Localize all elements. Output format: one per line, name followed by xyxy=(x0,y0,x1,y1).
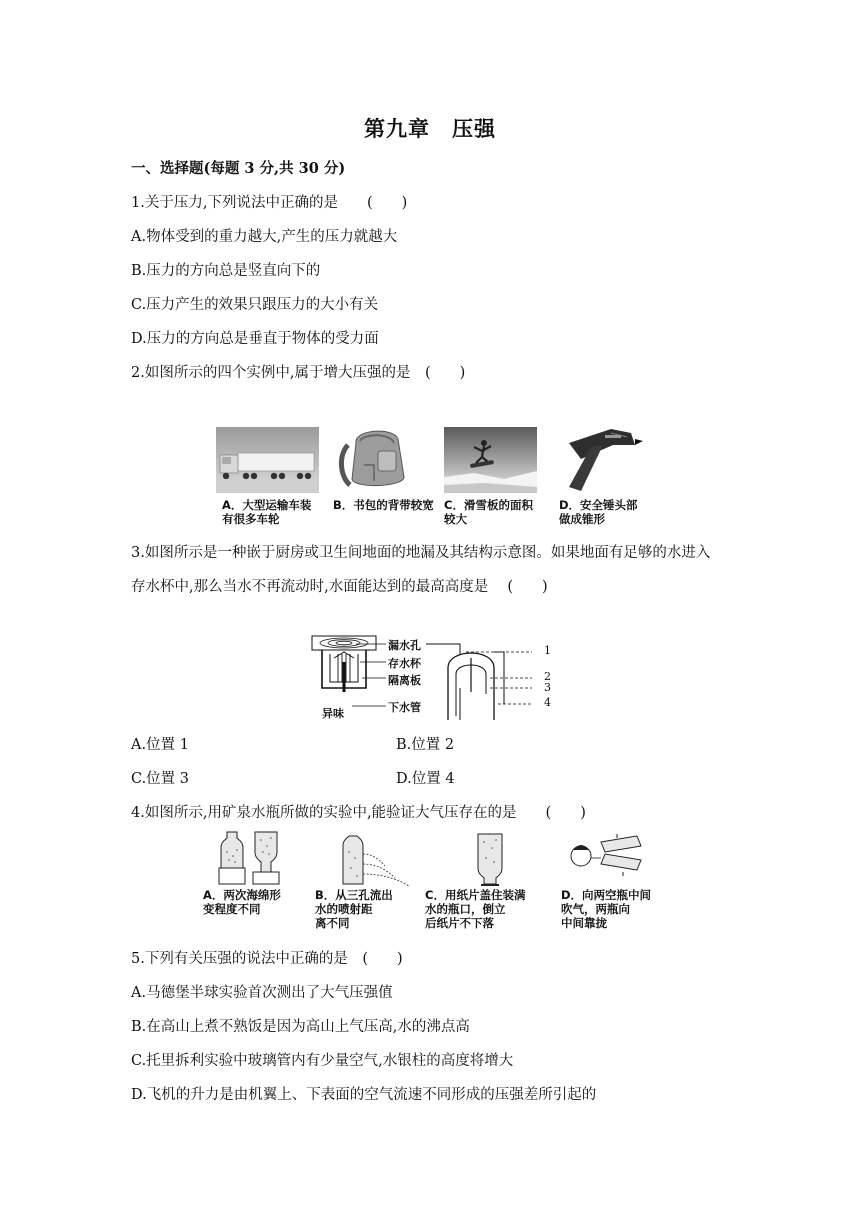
label-isolation-plate: 隔离板 xyxy=(388,674,421,687)
blowing-between-bottles-illustration xyxy=(567,832,649,888)
q1-option-a: A.物体受到的重力越大,产生的压力就越大 xyxy=(131,229,398,245)
q3-option-d: D.位置 4 xyxy=(396,771,455,787)
q5-stem: 5.下列有关压强的说法中正确的是 ( ) xyxy=(131,951,403,967)
position-1: 1 xyxy=(544,644,551,657)
label-drain-pipe: 下水管 xyxy=(388,701,421,714)
backpack-photo xyxy=(334,425,418,495)
q3-option-c: C.位置 3 xyxy=(131,771,190,787)
q4-caption-d: D．向两空瓶中间 吹气，两瓶向 中间靠拢 xyxy=(561,888,652,930)
q4-caption-b: B．从三孔流出 水的喷射距 离不同 xyxy=(315,888,393,930)
q2-caption-c: C．滑雪板的面积 较大 xyxy=(444,498,533,526)
q1-option-b: B.压力的方向总是竖直向下的 xyxy=(131,263,321,279)
position-3: 3 xyxy=(544,681,551,694)
q5-option-c: C.托里拆利实验中玻璃管内有少量空气,水银柱的高度将增大 xyxy=(131,1053,514,1069)
label-water-cup: 存水杯 xyxy=(388,657,421,670)
q4-caption-c: C．用纸片盖住装满 水的瓶口，倒立 后纸片不下落 xyxy=(425,888,526,930)
safety-hammer-photo xyxy=(551,425,646,495)
q2-caption-a: A．大型运输车装 有很多车轮 xyxy=(222,498,312,526)
inverted-bottle-illustration xyxy=(470,832,510,888)
label-leak-hole: 漏水孔 xyxy=(388,639,421,652)
truck-photo xyxy=(216,427,319,493)
snowboard-photo xyxy=(444,427,537,493)
q4-figure xyxy=(195,828,675,938)
q3-option-b: B.位置 2 xyxy=(396,737,455,753)
q1-option-c: C.压力产生的效果只跟压力的大小有关 xyxy=(131,297,379,313)
q3-stem-line2: 存水杯中,那么当水不再流动时,水面能达到的最高高度是 ( ) xyxy=(131,579,548,595)
q4-caption-a: A．两次海绵形 变程度不同 xyxy=(203,888,281,916)
q3-stem-line1: 3.如图所示是一种嵌于厨房或卫生间地面的地漏及其结构示意图。如果地面有足够的水进入 xyxy=(131,545,711,561)
bottles-on-sponge-illustration xyxy=(215,828,285,888)
q3-option-a: A.位置 1 xyxy=(131,737,189,753)
floor-drain-diagram xyxy=(308,632,558,724)
q2-stem: 2.如图所示的四个实例中,属于增大压强的是 ( ) xyxy=(131,365,466,381)
bottle-with-holes-illustration xyxy=(335,832,415,888)
q2-caption-b: B．书包的背带较宽 xyxy=(333,498,434,512)
q5-option-a: A.马德堡半球实验首次测出了大气压强值 xyxy=(131,985,393,1001)
q1-stem: 1.关于压力,下列说法中正确的是 ( ) xyxy=(131,195,408,211)
label-odor: 异味 xyxy=(322,707,344,720)
q4-stem: 4.如图所示,用矿泉水瓶所做的实验中,能验证大气压存在的是 ( ) xyxy=(131,805,586,821)
q1-option-d: D.压力的方向总是垂直于物体的受力面 xyxy=(131,331,379,347)
q5-option-d: D.飞机的升力是由机翼上、下表面的空气流速不同形成的压强差所引起的 xyxy=(131,1087,597,1103)
q2-caption-d: D．安全锤头部 做成锥形 xyxy=(559,498,638,526)
q5-option-b: B.在高山上煮不熟饭是因为高山上气压高,水的沸点高 xyxy=(131,1019,470,1035)
q3-figure xyxy=(308,632,558,724)
position-2: 2 xyxy=(544,670,551,683)
q2-figure xyxy=(216,425,646,530)
position-4: 4 xyxy=(544,696,551,709)
section-heading: 一、选择题(每题 3 分,共 30 分) xyxy=(131,160,346,177)
page-title: 第九章 压强 xyxy=(364,116,496,141)
